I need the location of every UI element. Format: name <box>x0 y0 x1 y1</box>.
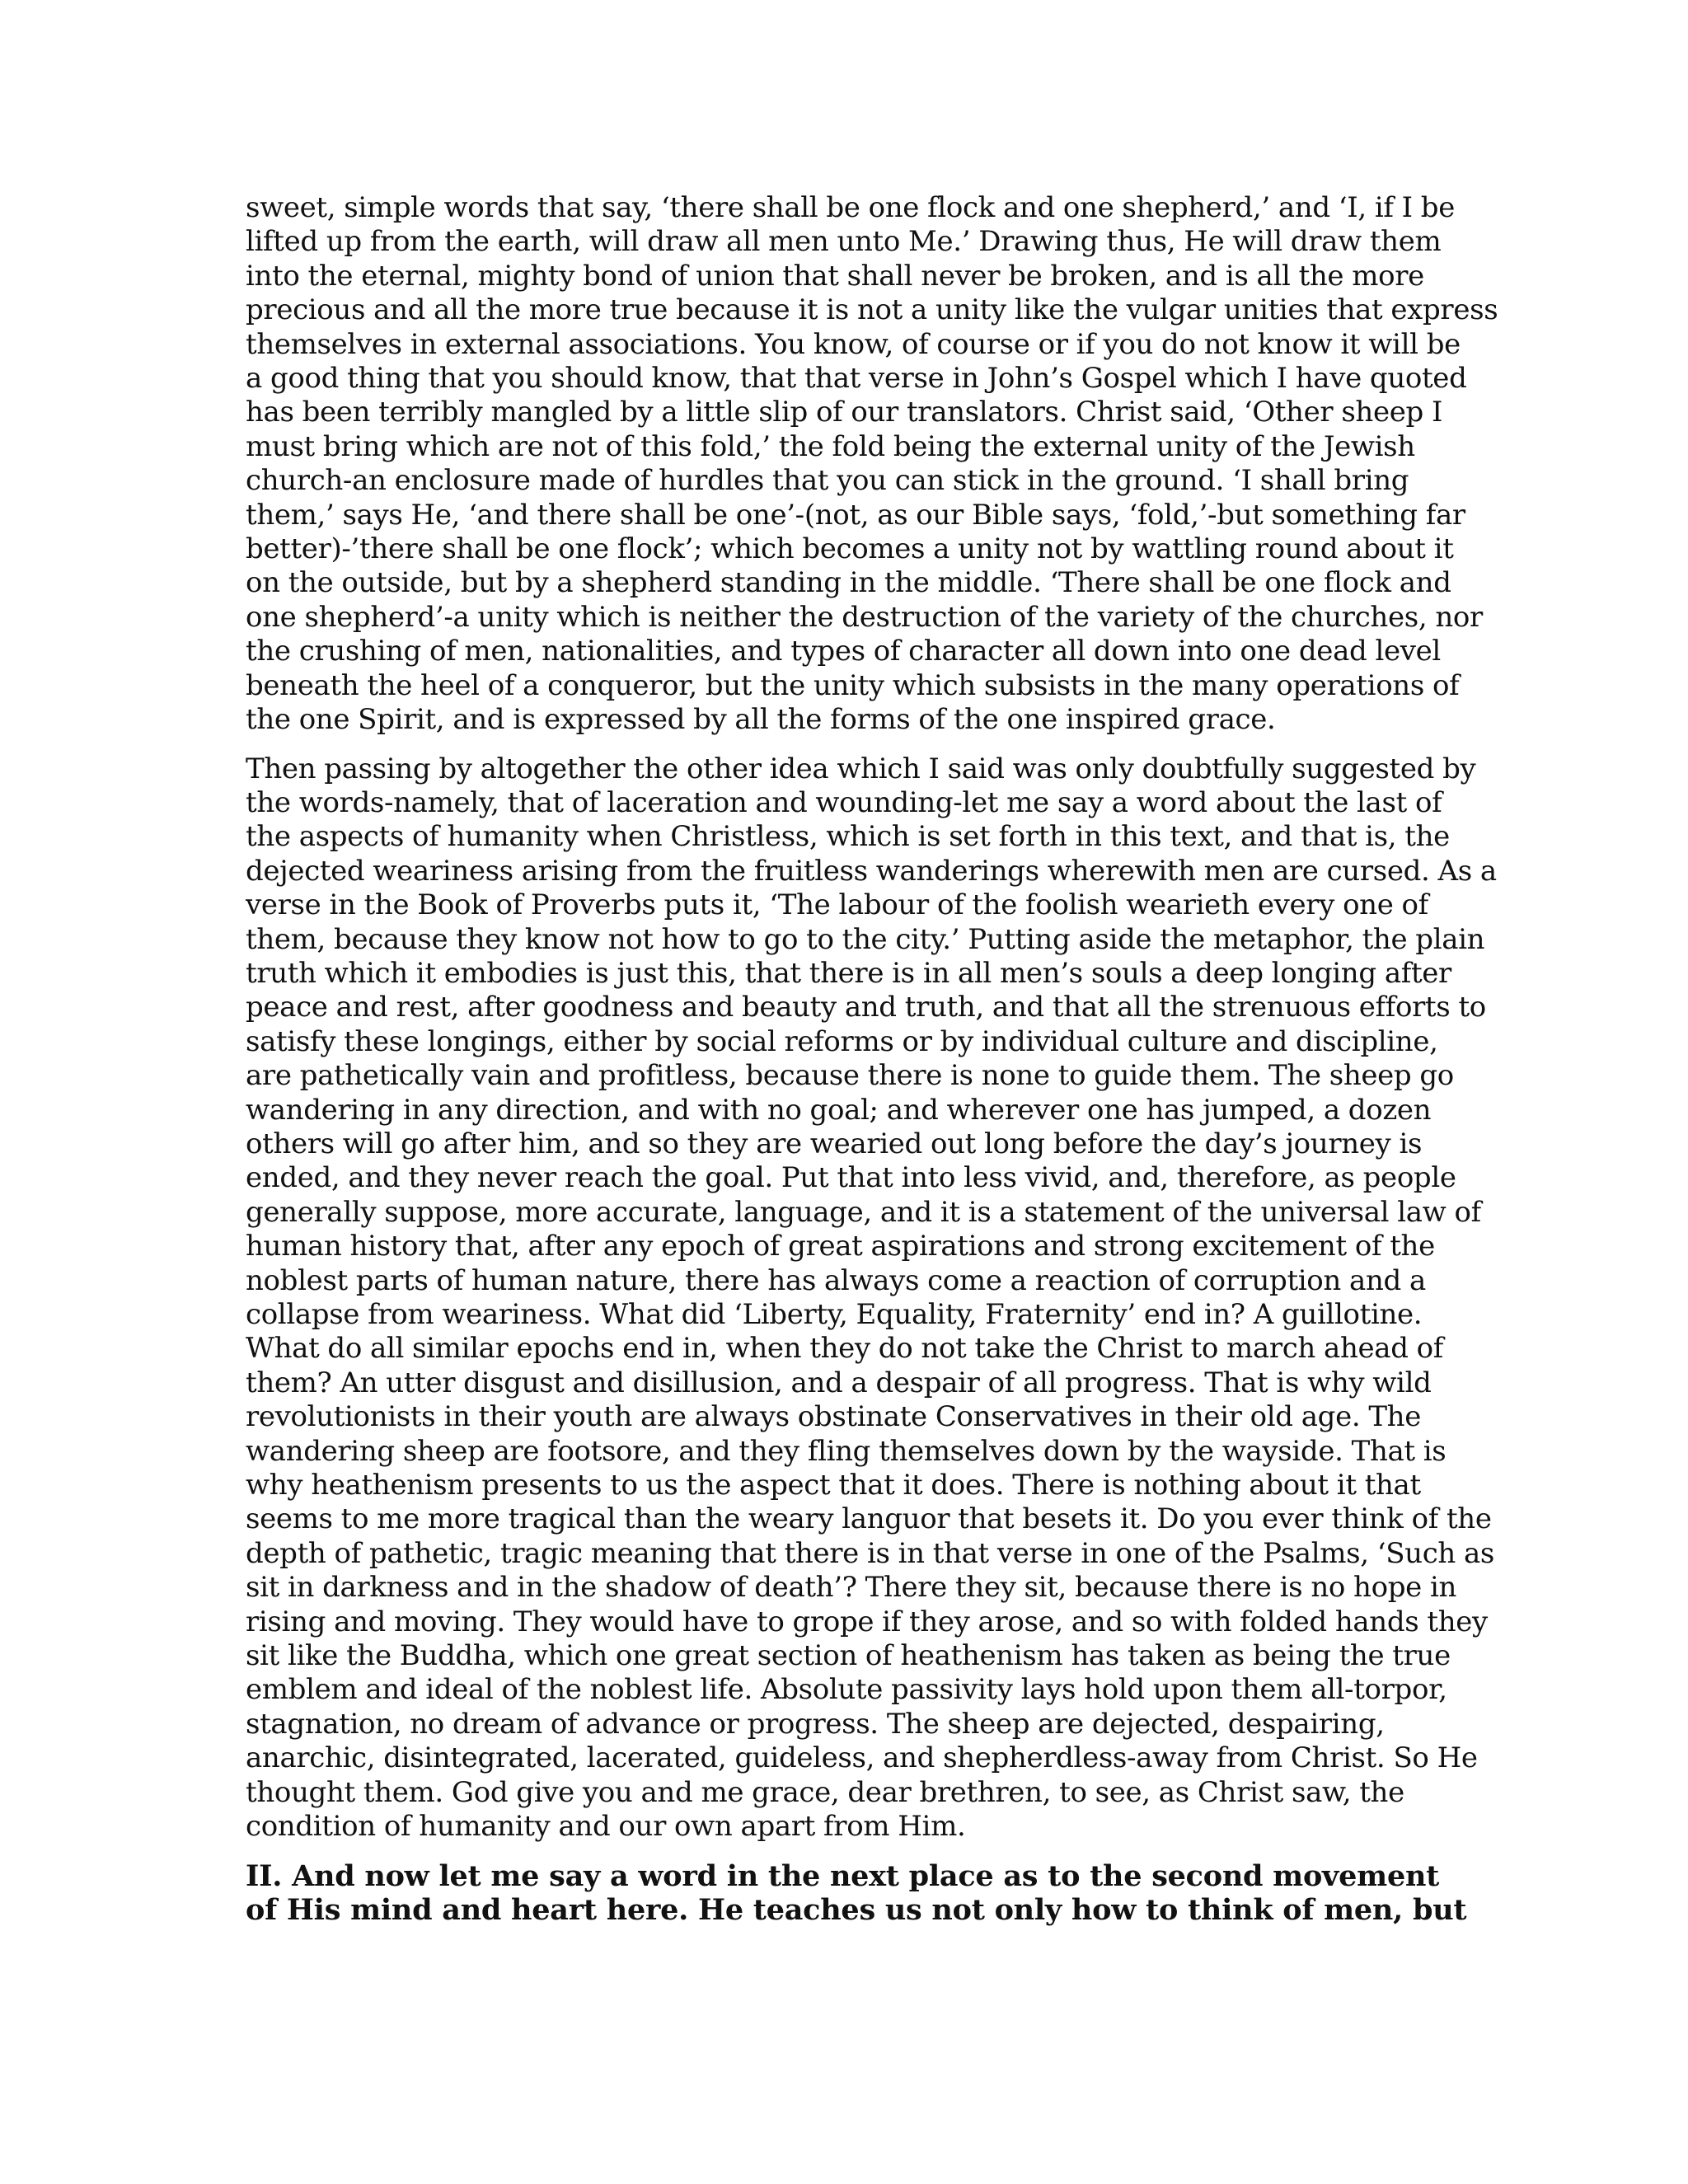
section-heading-ii <box>246 1858 1467 1928</box>
text-line: the one Spirit, and is expressed by all the forms of the one inspired grace. <box>246 703 1276 737</box>
text-line: revolutionists in their youth are always obstinate Conservatives in their old age. The <box>246 1400 1422 1434</box>
text-line: one shepherd’-a unity which is neither the destruction of the variety of the churches, nor <box>246 600 1483 634</box>
text-line: a good thing that you should know, that that verse in John’s Gospel which I have quoted <box>246 362 1467 396</box>
text-line: them? An utter disgust and disillusion, and a despair of all progress. That is why wild <box>246 1366 1432 1399</box>
text-line: others will go after him, and so they are wearied out long before the day’s journey is <box>246 1127 1423 1160</box>
text-line: must bring which are not of this fold,’ the fold being the external unity of the Jewish <box>246 429 1415 463</box>
text-line: sweet, simple words that say, ‘there shall be one flock and one shepherd,’ and ‘I, if I be <box>246 191 1455 224</box>
text-line: the words-namely, that of laceration and wounding-let me say a word about the last of <box>246 785 1442 819</box>
text-line: stagnation, no dream of advance or progress. The sheep are dejected, despairing, <box>246 1707 1385 1741</box>
text-line: has been terribly mangled by a little slip of our translators. Christ said, ‘Other sheep I <box>246 396 1443 429</box>
text-line: why heathenism presents to us the aspect that it does. There is nothing about it that <box>246 1469 1421 1502</box>
text-line: ended, and they never reach the goal. Put that into less vivid, and, therefore, as people <box>246 1161 1456 1195</box>
text-line: condition of humanity and our own apart from Him. <box>246 1810 966 1844</box>
document-page <box>246 191 1498 1927</box>
text-line: into the eternal, mighty bond of union that shall never be broken, and is all the more <box>246 259 1424 293</box>
text-line: collapse from weariness. What did ‘Liberty, Equality, Fraternity’ end in? A guillotine. <box>246 1298 1423 1331</box>
text-line: are pathetically vain and profitless, because there is none to guide them. The sheep go <box>246 1059 1454 1093</box>
heading-line: of His mind and heart here. He teaches us not only how to think of men, but <box>246 1892 1467 1927</box>
text-line: verse in the Book of Proverbs puts it, ‘The labour of the foolish wearieth every one of <box>246 888 1428 922</box>
paragraph-dejected-weariness <box>246 752 1497 1844</box>
text-line: sit in darkness and in the shadow of death’? There they sit, because there is no hope in <box>246 1571 1457 1605</box>
text-line: Then passing by altogether the other idea which I said was only doubtfully suggested by <box>246 752 1476 785</box>
text-line: thought them. God give you and me grace, dear brethren, to see, as Christ saw, the <box>246 1775 1404 1809</box>
text-line: What do all similar epochs end in, when they do not take the Christ to march ahead of <box>246 1332 1444 1366</box>
text-line: rising and moving. They would have to grope if they arose, and so with folded hands they <box>246 1605 1488 1638</box>
text-line: the aspects of humanity when Christless, which is set forth in this text, and that is, the <box>246 820 1450 854</box>
text-line: human history that, after any epoch of great aspirations and strong excitement of the <box>246 1230 1435 1263</box>
text-line: precious and all the more true because it is not a unity like the vulgar unities that express <box>246 293 1498 327</box>
text-line: on the outside, but by a shepherd standing in the middle. ‘There shall be one flock and <box>246 566 1451 600</box>
text-line: themselves in external associations. You know, of course or if you do not know it will be <box>246 327 1461 361</box>
text-line: truth which it embodies is just this, that there is in all men’s souls a deep longing after <box>246 956 1451 990</box>
text-line: wandering sheep are footsore, and they fling themselves down by the wayside. That is <box>246 1434 1447 1468</box>
text-line: seems to me more tragical than the weary languor that besets it. Do you ever think of the <box>246 1502 1492 1536</box>
text-line: generally suppose, more accurate, language, and it is a statement of the universal law of <box>246 1195 1481 1229</box>
text-line: depth of pathetic, tragic meaning that there is in that verse in one of the Psalms, ‘Such as <box>246 1536 1495 1570</box>
text-line: better)-’there shall be one flock’; which becomes a unity not by wattling round about it <box>246 532 1454 566</box>
text-line: peace and rest, after goodness and beauty and truth, and that all the strenuous efforts to <box>246 991 1486 1024</box>
text-line: noblest parts of human nature, there has always come a reaction of corruption and a <box>246 1263 1426 1297</box>
text-line: dejected weariness arising from the fruitless wanderings wherewith men are cursed. As a <box>246 854 1497 888</box>
paragraph-unity-of-flock <box>246 191 1498 738</box>
text-line: church-an enclosure made of hurdles that you can stick in the ground. ‘I shall bring <box>246 464 1409 498</box>
heading-line: II. And now let me say a word in the next place as to the second movement <box>246 1858 1440 1893</box>
text-line: them, because they know not how to go to the city.’ Putting aside the metaphor, the plain <box>246 922 1485 956</box>
text-line: beneath the heel of a conqueror, but the unity which subsists in the many operations of <box>246 668 1460 702</box>
text-line: the crushing of men, nationalities, and types of character all down into one dead level <box>246 635 1441 668</box>
text-line: anarchic, disintegrated, lacerated, guideless, and shepherdless-away from Christ. So He <box>246 1741 1478 1775</box>
text-line: lifted up from the earth, will draw all men unto Me.’ Drawing thus, He will draw them <box>246 225 1442 259</box>
text-line: wandering in any direction, and with no goal; and wherever one has jumped, a dozen <box>246 1093 1432 1127</box>
text-line: them,’ says He, ‘and there shall be one’-(not, as our Bible says, ‘fold,’-but something far <box>246 498 1465 532</box>
text-line: emblem and ideal of the noblest life. Absolute passivity lays hold upon them all-torpor, <box>246 1673 1447 1707</box>
text-line: satisfy these longings, either by social reforms or by individual culture and discipline, <box>246 1024 1438 1058</box>
text-line: sit like the Buddha, which one great section of heathenism has taken as being the true <box>246 1639 1451 1673</box>
